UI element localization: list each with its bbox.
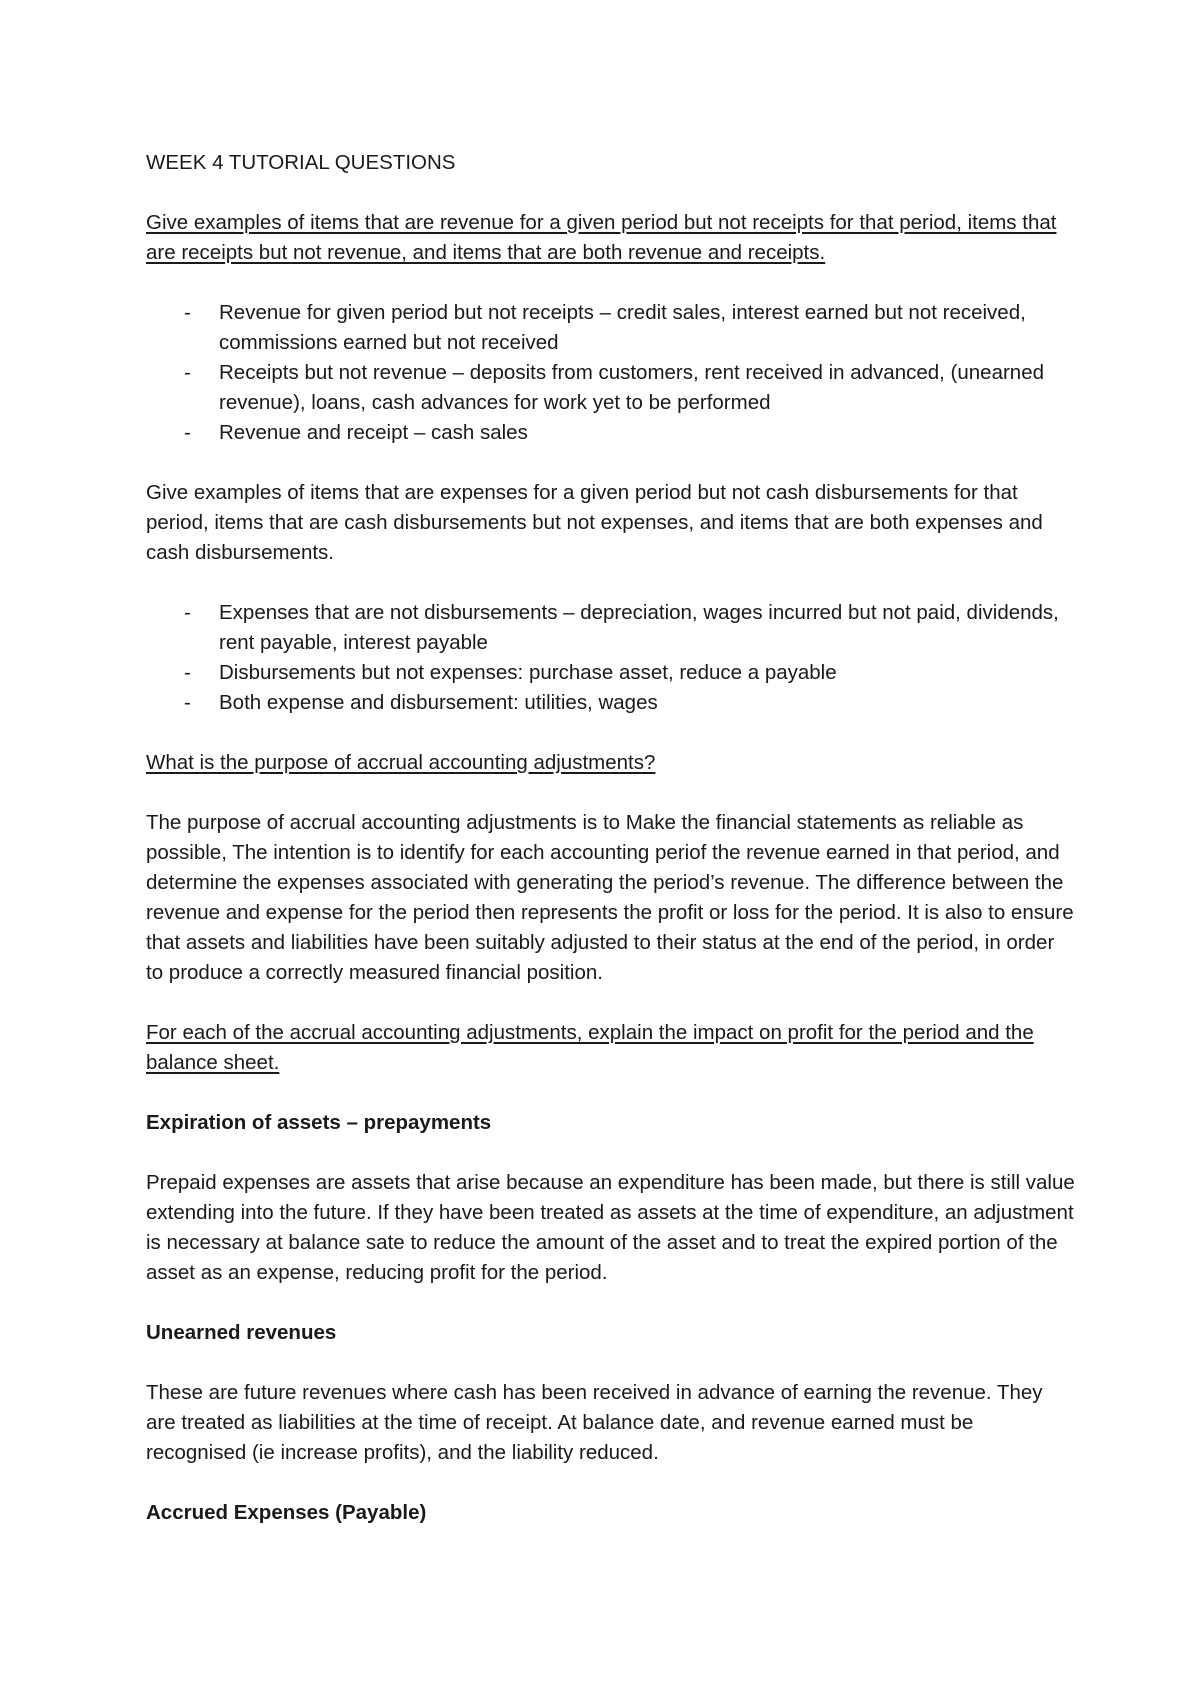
list-item: - Both expense and disbursement: utilities, wages <box>146 688 1076 718</box>
page-title: WEEK 4 TUTORIAL QUESTIONS <box>146 151 456 174</box>
question-accrual-purpose: What is the purpose of accrual accounting adjustments? <box>146 751 656 774</box>
question-accrual-impact: For each of the accrual accounting adjustments, explain the impact on profit for the period and the balance sheet. <box>146 1021 1034 1074</box>
text-unearned-revenues: These are future revenues where cash has been received in advance of earning the revenue. They are treated as liabilities at the time of receipt. At balance date, and revenue earned must be recognised (ie increase profits), and the liability reduced. <box>146 1381 1043 1464</box>
heading-prepayments: Expiration of assets – prepayments <box>146 1111 492 1134</box>
list-item: - Receipts but not revenue – deposits from customers, rent received in advanced, (unearned revenue), loans, cash advances for work yet to be performed <box>146 358 1076 418</box>
list-item: - Expenses that are not disbursements – depreciation, wages incurred but not paid, dividends, rent payable, interest payable <box>146 598 1076 658</box>
answer-accrual-purpose: The purpose of accrual accounting adjustments is to Make the financial statements as reliable as possible, The intention is to identify for each accounting periof the revenue earned in that period, and determine the expenses associated with generating the period’s revenue. The difference between the revenue and expense for the period then represents the profit or loss for the period. It is also to ensure that assets and liabilities have been suitably adjusted to their status at the end of the period, in order to produce a correctly measured financial position. <box>146 811 1074 984</box>
answer-list-expenses-disbursements <box>146 598 1076 718</box>
question-expenses-disbursements: Give examples of items that are expenses for a given period but not cash disbursements for that period, items that are cash disbursements but not expenses, and items that are both expenses and cash disbursements. <box>146 481 1043 564</box>
answer-list-revenue-receipts <box>146 298 1076 448</box>
text-prepayments: Prepaid expenses are assets that arise because an expenditure has been made, but there is still value extending into the future. If they have been treated as assets at the time of expenditure, an adjustment is necessary at balance sate to reduce the amount of the asset and to treat the expired portion of the asset as an expense, reducing profit for the period. <box>146 1171 1075 1284</box>
document-page <box>146 148 1076 1528</box>
heading-accrued-expenses: Accrued Expenses (Payable) <box>146 1501 427 1524</box>
list-item: - Revenue and receipt – cash sales <box>146 418 1076 448</box>
question-revenue-receipts: Give examples of items that are revenue for a given period but not receipts for that period, items that are receipts but not revenue, and items that are both revenue and receipts. <box>146 211 1057 264</box>
list-item: - Disbursements but not expenses: purchase asset, reduce a payable <box>146 658 1076 688</box>
heading-unearned-revenues: Unearned revenues <box>146 1321 337 1344</box>
list-item: - Revenue for given period but not receipts – credit sales, interest earned but not received, commissions earned but not received <box>146 298 1076 358</box>
